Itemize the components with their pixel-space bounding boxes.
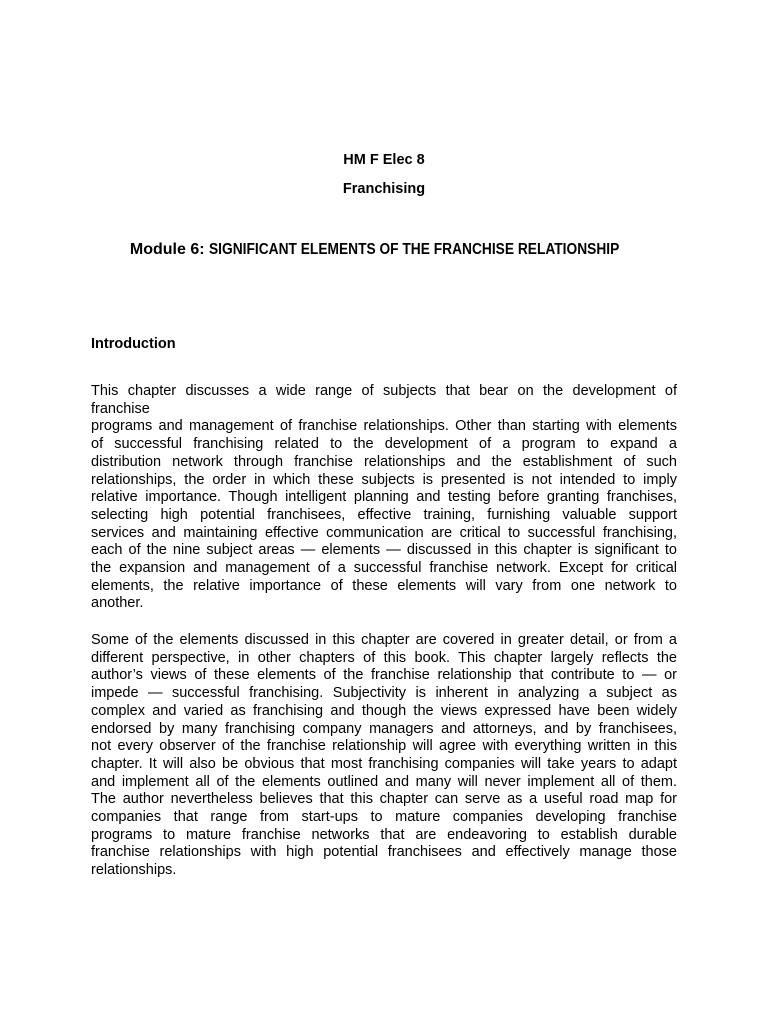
paragraph-line: each of the nine subject areas — elements — discussed in this chapter is significant to	[91, 542, 677, 559]
paragraph-line: Some of the elements discussed in this chapter are covered in greater detail, or from a	[91, 632, 677, 648]
module-title	[0, 241, 768, 259]
paragraph-line: the expansion and management of a successful franchise network. Except for critical	[91, 560, 677, 577]
paragraph-line: relationships.	[91, 862, 177, 879]
paragraph-line: This chapter discusses a wide range of subjects that bear on the development of	[91, 383, 677, 399]
paragraph-line: distribution network through franchise relationships and the establishment of such	[91, 453, 677, 470]
paragraph-line: services and maintaining effective communication are critical to successful franchising,	[91, 524, 677, 541]
paragraph-line: not every observer of the franchise relationship will agree with everything written in this	[91, 738, 677, 755]
paragraph-line: programs to mature franchise networks that are endeavoring to establish durable	[91, 826, 677, 843]
paragraph-line: The author nevertheless believes that this chapter can serve as a useful road map for	[91, 791, 677, 808]
course-title: Franchising	[342, 181, 426, 197]
paragraph-line: of successful franchising related to the development of a program to expand a	[91, 436, 677, 453]
course-code: HM F Elec 8	[343, 152, 425, 168]
paragraph-1	[91, 383, 677, 613]
paragraph-line: franchise	[91, 400, 150, 417]
module-label: Module 6:	[129, 241, 205, 258]
paragraph-line: author’s views of these elements of the franchise relationship that contribute to — or	[91, 667, 677, 684]
paragraph-line: programs and management of franchise relationships. Other than starting with elements	[91, 418, 677, 435]
paragraph-line: relationships, the order in which these subjects is presented is not intended to imply	[91, 471, 677, 488]
paragraph-line: endorsed by many franchising company managers and attorneys, and by franchisees,	[91, 720, 677, 737]
paragraph-line: elements, the relative importance of these elements will vary from one network to	[91, 577, 677, 594]
paragraph-line: selecting high potential franchisees, effective training, furnishing valuable support	[91, 506, 677, 523]
paragraph-line: and implement all of the elements outlined and many will never implement all of them.	[91, 773, 677, 790]
paragraph-line: another.	[91, 595, 144, 612]
paragraph-line: different perspective, in other chapters of this book. This chapter largely reflects the	[91, 649, 677, 666]
paragraph-line: impede — successful franchising. Subjectivity is inherent in analyzing a subject as	[91, 685, 677, 702]
paragraph-2	[91, 632, 677, 880]
section-heading-introduction: Introduction	[91, 336, 176, 352]
paragraph-line: relative importance. Though intelligent planning and testing before granting franchises,	[91, 489, 677, 506]
module-subtitle: SIGNIFICANT ELEMENTS OF THE FRANCHISE RELATIONSHIP	[209, 241, 620, 258]
paragraph-line: franchise relationships with high potential franchisees and effectively manage those	[91, 844, 677, 861]
paragraph-line: chapter. It will also be obvious that most franchising companies will take years to adapt	[91, 755, 677, 772]
paragraph-line: complex and varied as franchising and though the views expressed have been widely	[91, 702, 677, 719]
paragraph-line: companies that range from start-ups to mature companies developing franchise	[91, 809, 677, 826]
